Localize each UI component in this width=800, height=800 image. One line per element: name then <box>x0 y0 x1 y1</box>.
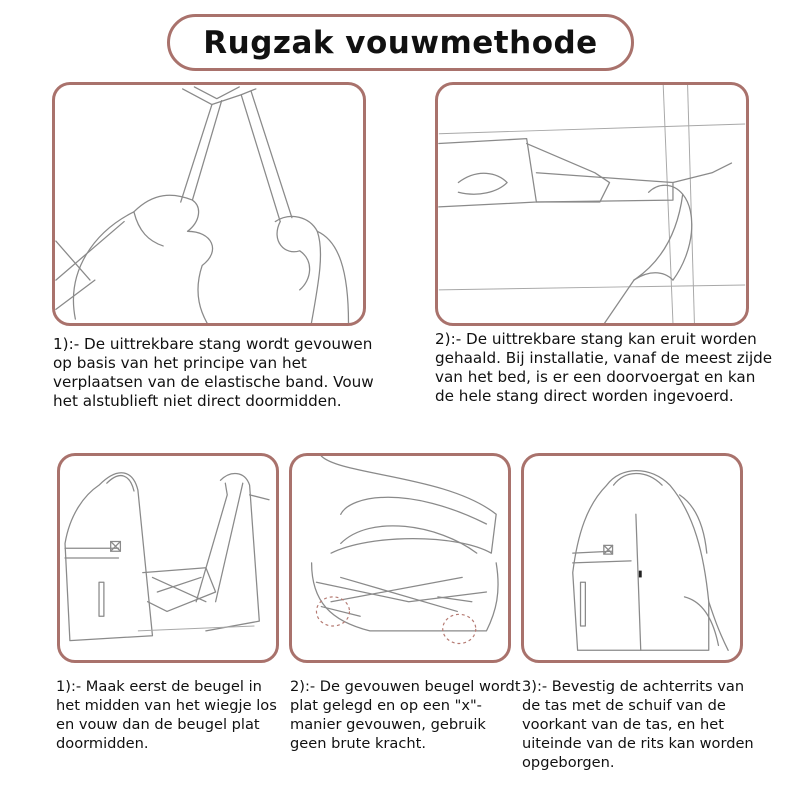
illustration-bag-open-frame <box>57 453 279 663</box>
rod-inserting-sketch <box>438 85 746 323</box>
frame-x-fold-sketch <box>292 456 508 660</box>
illustration-rod-inserting <box>435 82 749 326</box>
illustration-backpack-zipped <box>521 453 743 663</box>
step-bottom-2-caption: 2):- De gevouwen beugel wordt plat gelegd en op een "x"-manier gevouwen, gebruik geen brute kracht. <box>290 678 521 752</box>
illustration-frame-x-fold <box>289 453 511 663</box>
backpack-zipped-sketch <box>524 456 740 660</box>
illustration-hands-folding-rod <box>52 82 366 326</box>
step-bottom-1-caption: 1):- Maak eerst de beugel in het midden van het wiegje los en vouw dan de beugel plat doormidden. <box>56 678 277 752</box>
step-bottom-3-caption: 3):- Bevestig de achterrits van de tas met de schuif van de voorkant van de tas, en het uiteinde van de rits kan worden opgeborgen. <box>522 678 754 771</box>
page-title: Rugzak vouwmethode <box>203 24 598 61</box>
hands-folding-rod-sketch <box>55 85 363 323</box>
step-top-2-caption: 2):- De uittrekbare stang kan eruit worden gehaald. Bij installatie, vanaf de meest zijde van het bed, is er een doorvoergat en kan de hele stang direct worden ingevoerd. <box>435 330 773 405</box>
bag-open-frame-sketch <box>60 456 276 660</box>
title-banner <box>167 14 634 71</box>
step-top-1-caption: 1):- De uittrekbare stang wordt gevouwen op basis van het principe van het verplaatsen van de elastische band. Vouw het alstublieft niet direct doormidden. <box>53 335 374 410</box>
